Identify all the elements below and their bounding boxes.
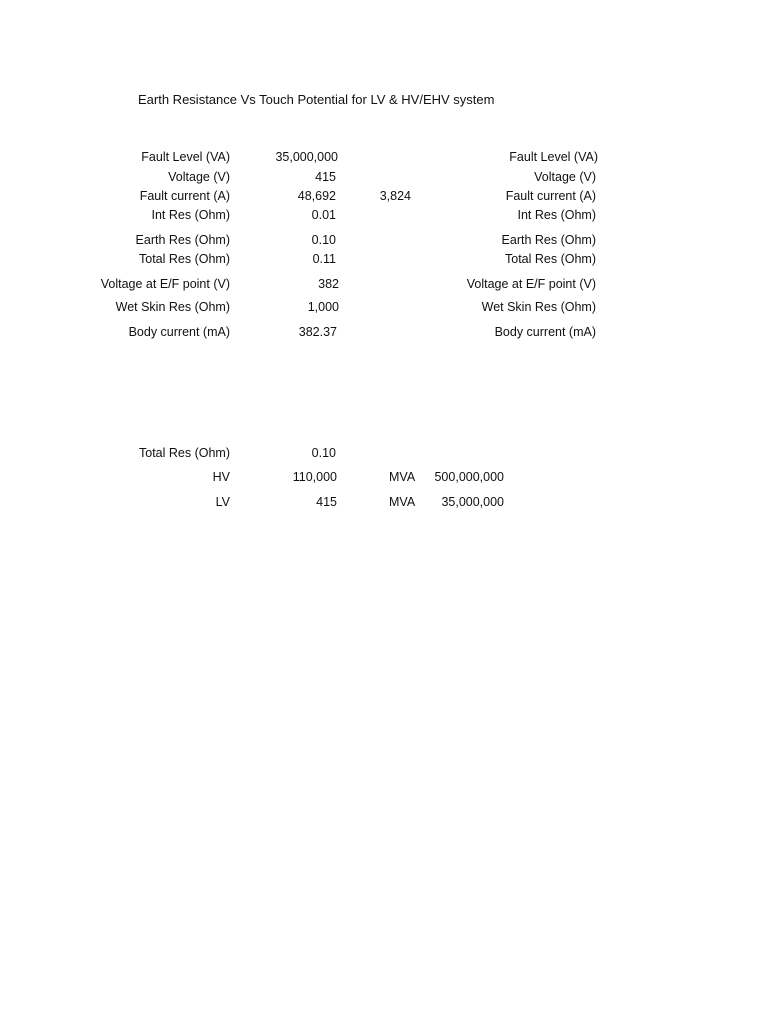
- bottom-mva-lv: 35,000,000: [441, 495, 504, 509]
- right-label-int-res: Int Res (Ohm): [517, 208, 596, 222]
- bottom-value-lv: 415: [316, 495, 337, 509]
- left-label-voltage: Voltage (V): [168, 170, 230, 184]
- extra-fault-current-value: 3,824: [379, 189, 411, 203]
- left-label-earth-res: Earth Res (Ohm): [135, 233, 230, 247]
- right-label-fault-current: Fault current (A): [505, 189, 596, 203]
- bottom-label-lv: LV: [215, 495, 230, 509]
- right-label-total-res: Total Res (Ohm): [505, 252, 596, 266]
- right-label-fault-level: Fault Level (VA): [509, 150, 598, 164]
- bottom-unit-lv: MVA: [389, 495, 416, 509]
- right-label-wet-skin: Wet Skin Res (Ohm): [481, 300, 596, 314]
- left-value-body-current: 382.37: [298, 325, 337, 339]
- left-value-fault-level: 35,000,000: [275, 150, 338, 164]
- left-value-voltage: 415: [315, 170, 336, 184]
- bottom-unit-hv: MVA: [389, 470, 416, 484]
- left-value-total-res: 0.11: [312, 252, 336, 266]
- left-label-voltage-ef: Voltage at E/F point (V): [100, 277, 230, 291]
- right-label-earth-res: Earth Res (Ohm): [501, 233, 596, 247]
- left-value-fault-current: 48,692: [297, 189, 336, 203]
- left-value-int-res: 0.01: [311, 208, 336, 222]
- bottom-value-hv: 110,000: [292, 470, 337, 484]
- left-value-wet-skin: 1,000: [307, 300, 339, 314]
- left-label-body-current: Body current (mA): [128, 325, 230, 339]
- left-value-earth-res: 0.10: [311, 233, 336, 247]
- bottom-label-total-res: Total Res (Ohm): [139, 446, 230, 460]
- right-label-voltage: Voltage (V): [534, 170, 596, 184]
- bottom-label-hv: HV: [212, 470, 230, 484]
- left-label-fault-current: Fault current (A): [139, 189, 230, 203]
- left-value-voltage-ef: 382: [318, 277, 339, 291]
- left-label-wet-skin: Wet Skin Res (Ohm): [115, 300, 230, 314]
- left-label-total-res: Total Res (Ohm): [139, 252, 230, 266]
- sheet-title: Earth Resistance Vs Touch Potential for LV & HV/EHV system: [138, 92, 495, 107]
- bottom-value-total-res: 0.10: [311, 446, 336, 460]
- left-label-int-res: Int Res (Ohm): [151, 208, 230, 222]
- right-label-voltage-ef: Voltage at E/F point (V): [466, 277, 596, 291]
- left-label-fault-level: Fault Level (VA): [141, 150, 230, 164]
- bottom-mva-hv: 500,000,000: [434, 470, 504, 484]
- right-label-body-current: Body current (mA): [494, 325, 596, 339]
